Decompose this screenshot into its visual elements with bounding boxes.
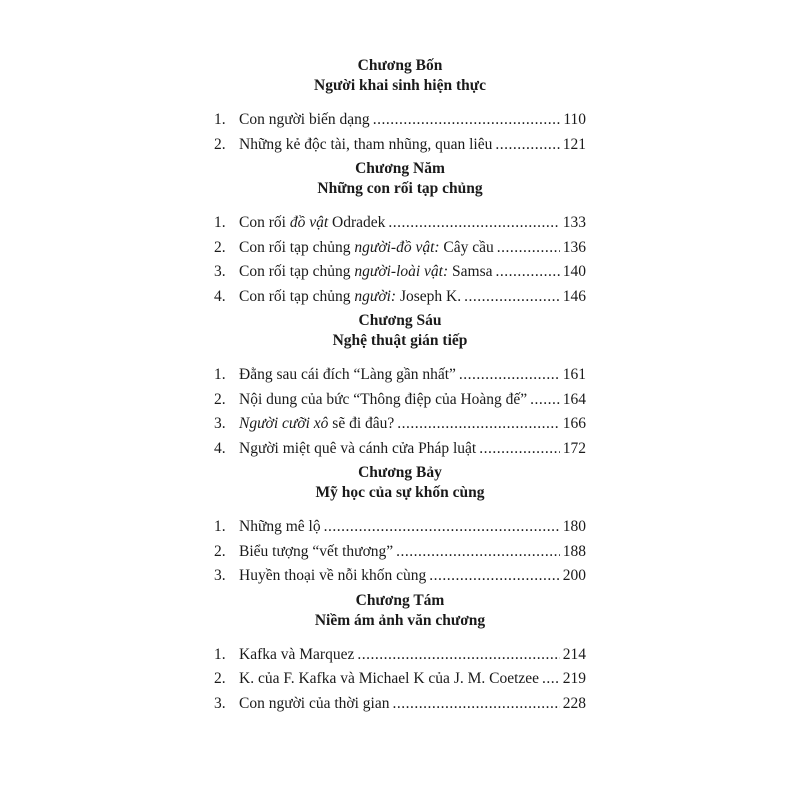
- entry-title-part: Cây cầu: [439, 238, 494, 256]
- entry-title: [239, 133, 492, 158]
- chapter-heading: [214, 159, 586, 199]
- entry-number: 1.: [214, 111, 226, 128]
- toc-entry[interactable]: [214, 515, 586, 540]
- entry-title: [239, 540, 393, 565]
- entry-title-italic: người-loài vật:: [354, 263, 449, 280]
- entry-page-number: 166: [562, 415, 586, 432]
- entry-number: 2.: [214, 542, 226, 560]
- chapter-subtitle: Những con rối tạp chủng: [317, 180, 483, 197]
- toc-entry[interactable]: [214, 285, 586, 310]
- entry-page-number: 136: [562, 238, 586, 256]
- entry-page-number: 164: [562, 390, 586, 408]
- entry-page-number: 133: [562, 214, 586, 231]
- chapter-title: Chương Sáu: [358, 312, 442, 329]
- toc-entry[interactable]: [214, 412, 586, 437]
- entry-title-part: Con rối: [239, 214, 290, 231]
- entry-title-part: Con người biến dạng: [239, 111, 370, 128]
- entry-page-number: 200: [562, 567, 586, 584]
- entry-title: [239, 108, 370, 133]
- entry-title-part: Những mê lộ: [239, 518, 321, 535]
- entry-number: 3.: [214, 694, 226, 712]
- dot-leader: [496, 260, 560, 285]
- entry-title-part: Kafka và Marquez: [239, 645, 355, 663]
- entry-title: [239, 388, 527, 413]
- entry-page-number: 161: [562, 366, 586, 383]
- chapter-title: Chương Tám: [355, 591, 445, 609]
- entry-title-part: Huyền thoại về nỗi khốn cùng: [239, 567, 427, 584]
- entry-title: [239, 564, 426, 589]
- entry-number: 3.: [214, 263, 226, 280]
- toc-entry[interactable]: [214, 108, 586, 133]
- dot-leader: [479, 437, 560, 462]
- entry-title-part: Joseph K.: [396, 287, 462, 305]
- dot-leader: [396, 540, 560, 565]
- toc-entry[interactable]: [214, 133, 586, 158]
- dot-leader: [530, 388, 560, 413]
- entry-title: [239, 260, 493, 285]
- chapter-heading: [214, 463, 586, 503]
- toc-entry[interactable]: [214, 564, 586, 589]
- chapter-title: Chương Năm: [355, 160, 445, 177]
- chapter-subtitle: Nghệ thuật gián tiếp: [332, 332, 468, 349]
- dot-leader: [397, 412, 559, 437]
- dot-leader: [495, 133, 559, 158]
- entry-number: 4.: [214, 439, 226, 457]
- entry-title: [239, 667, 539, 692]
- toc-entry[interactable]: [214, 388, 586, 413]
- dot-leader: [373, 108, 561, 133]
- dot-leader: [429, 564, 559, 589]
- entry-number: 3.: [214, 567, 226, 584]
- dot-leader: [542, 667, 560, 692]
- toc-entry[interactable]: [214, 540, 586, 565]
- entry-title-part: Người miệt quê và cánh cửa Pháp luật: [239, 439, 477, 457]
- chapter-section: [214, 311, 586, 461]
- toc-entry[interactable]: [214, 437, 586, 462]
- entry-number: 2.: [214, 670, 226, 687]
- entry-page-number: 146: [562, 287, 586, 305]
- dot-leader: [459, 363, 560, 388]
- entry-number: 1.: [214, 518, 226, 535]
- chapter-title: Chương Bốn: [357, 57, 443, 74]
- entry-title-italic: người:: [354, 287, 397, 305]
- entry-title-italic: Người cưỡi xô: [239, 415, 329, 432]
- chapter-subtitle: Niềm ám ảnh văn chương: [314, 611, 486, 629]
- entry-title-italic: người-đồ vật:: [354, 238, 440, 256]
- entry-page-number: 214: [562, 645, 586, 663]
- chapter-section: [214, 463, 586, 589]
- entry-title: [239, 211, 385, 236]
- entry-number: 2.: [214, 238, 226, 256]
- dot-leader: [324, 515, 560, 540]
- chapter-section: [214, 56, 586, 157]
- entry-title: [239, 236, 494, 261]
- entry-page-number: 180: [562, 518, 586, 535]
- entry-title: [239, 643, 354, 668]
- entry-title-part: Con rối tạp chủng: [239, 263, 355, 280]
- dot-leader: [497, 236, 560, 261]
- chapter-subtitle: Mỹ học của sự khốn cùng: [315, 484, 485, 501]
- chapter-subtitle: Người khai sinh hiện thực: [314, 77, 486, 94]
- entry-title: [239, 437, 476, 462]
- entry-title-part: Con người của thời gian: [239, 694, 390, 712]
- entry-page-number: 172: [562, 439, 586, 457]
- entry-page-number: 121: [562, 135, 586, 153]
- entry-page-number: 219: [562, 670, 586, 687]
- dot-leader: [464, 285, 560, 310]
- toc-entry[interactable]: [214, 643, 586, 668]
- entry-number: 2.: [214, 390, 226, 408]
- dot-leader: [357, 643, 559, 668]
- chapter-heading: [214, 591, 586, 631]
- toc-entry[interactable]: [214, 236, 586, 261]
- dot-leader: [393, 692, 560, 717]
- entry-title-part: Những kẻ độc tài, tham nhũng, quan liêu: [239, 135, 493, 153]
- entry-title-part: Odradek: [328, 214, 386, 231]
- chapter-section: [214, 591, 586, 717]
- entry-page-number: 140: [562, 263, 586, 280]
- entry-title: [239, 692, 390, 717]
- chapter-section: [214, 159, 586, 309]
- entry-number: 1.: [214, 645, 226, 663]
- entry-title-part: Con rối tạp chủng: [239, 287, 355, 305]
- entry-title-part: Con rối tạp chủng: [239, 238, 355, 256]
- toc-entry[interactable]: [214, 692, 586, 717]
- entry-number: 2.: [214, 135, 226, 153]
- toc-entry[interactable]: [214, 260, 586, 285]
- entry-number: 4.: [214, 287, 226, 305]
- entry-title: [239, 363, 456, 388]
- chapter-title: Chương Bảy: [358, 464, 442, 481]
- toc-entry[interactable]: [214, 667, 586, 692]
- entry-title-part: Nội dung của bức “Thông điệp của Hoàng đế”: [239, 390, 528, 408]
- entry-title-part: Samsa: [448, 263, 493, 280]
- entry-page-number: 228: [562, 694, 586, 712]
- entry-title-part: K. của F. Kafka và Michael K của J. M. Coetzee: [239, 670, 540, 687]
- dot-leader: [388, 211, 559, 236]
- entry-title-italic: đồ vật: [289, 214, 329, 231]
- entry-title: [239, 515, 321, 540]
- entry-page-number: 188: [562, 542, 586, 560]
- chapter-heading: [214, 311, 586, 351]
- entry-title-part: sẽ đi đâu?: [328, 415, 395, 432]
- entry-title: [239, 412, 394, 437]
- entry-title-part: Đằng sau cái đích “Làng gần nhất”: [239, 366, 456, 383]
- chapter-heading: [214, 56, 586, 96]
- toc-entry[interactable]: [214, 211, 586, 236]
- entry-number: 1.: [214, 214, 226, 231]
- entry-title: [239, 285, 461, 310]
- table-of-contents: [214, 56, 586, 716]
- entry-title-part: Biểu tượng “vết thương”: [239, 542, 394, 560]
- toc-entry[interactable]: [214, 363, 586, 388]
- entry-page-number: 110: [563, 111, 586, 128]
- entry-number: 1.: [214, 366, 226, 383]
- entry-number: 3.: [214, 415, 226, 432]
